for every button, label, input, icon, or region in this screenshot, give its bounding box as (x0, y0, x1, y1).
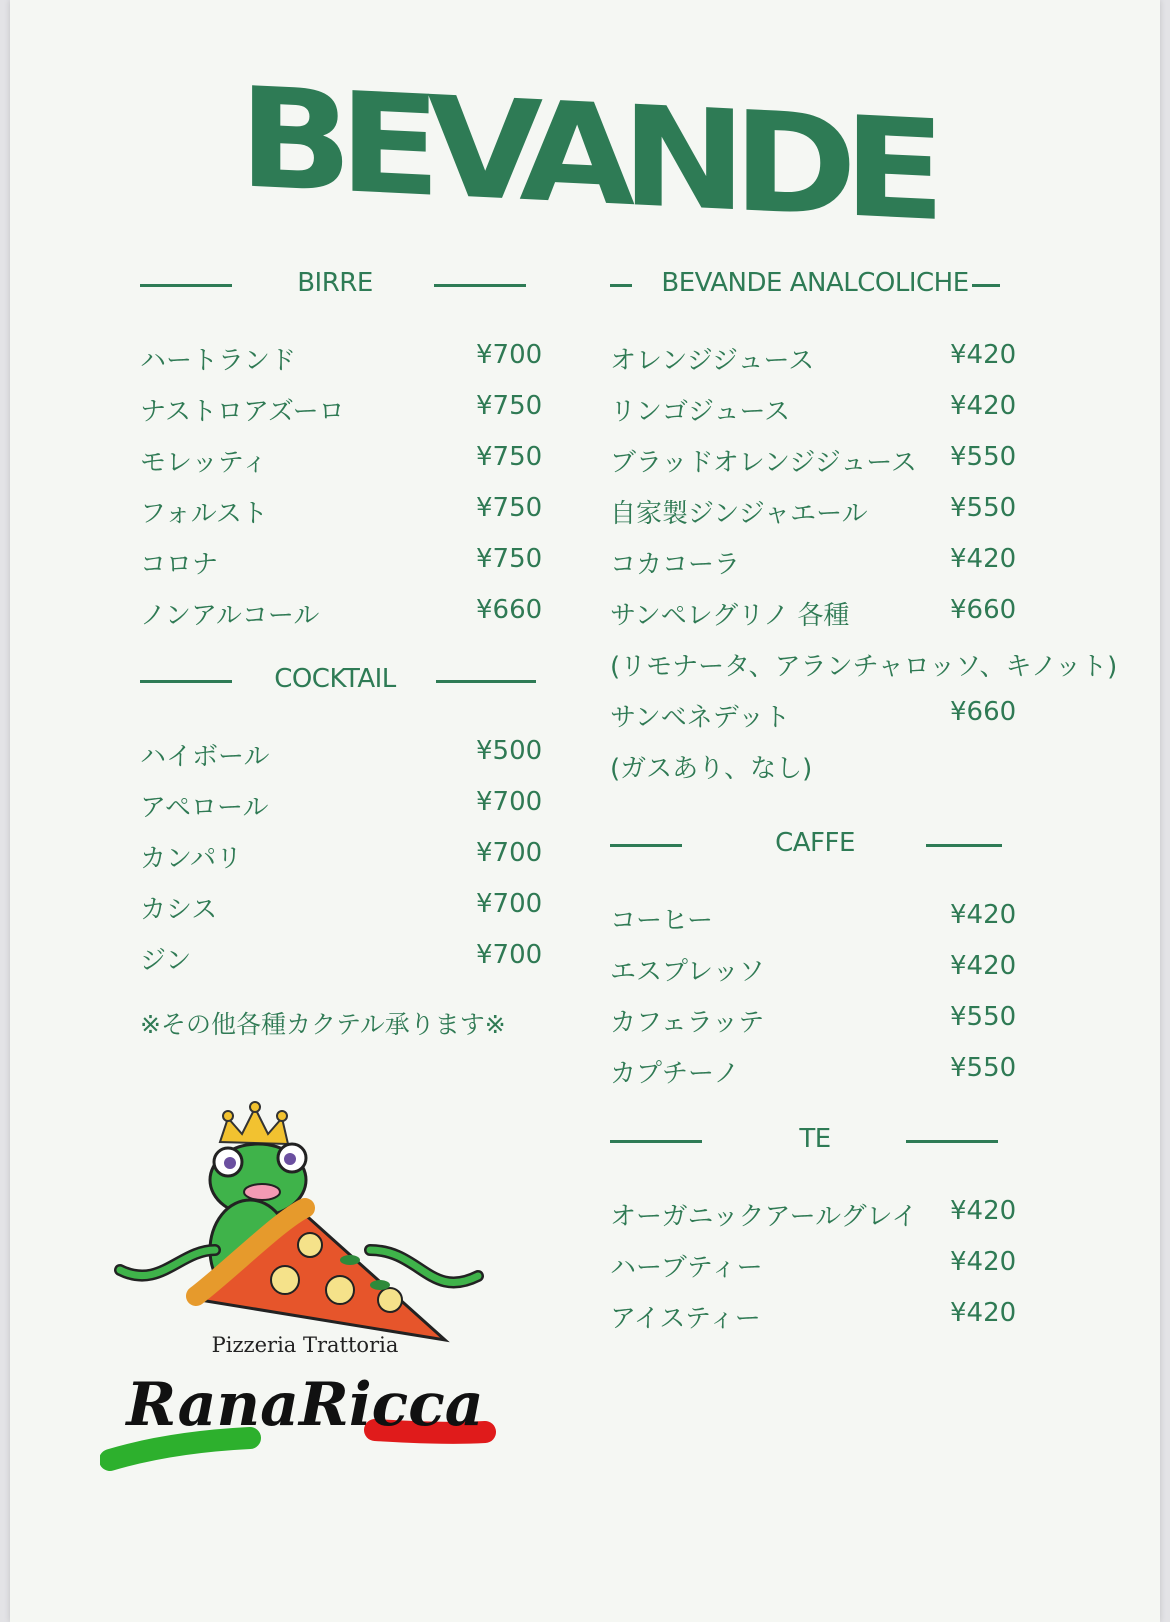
menu-item: リンゴジュース ¥420 (610, 391, 1017, 427)
menu-item: ジン ¥700 (140, 940, 543, 976)
menu-item: コロナ ¥750 (140, 544, 543, 580)
menu-item-note: (リモナータ、アランチャロッソ、キノット) (610, 652, 1118, 682)
te-heading: TE (610, 1118, 1040, 1162)
menu-item: コーヒー ¥420 (610, 900, 1017, 936)
page-title: BEVANDE (238, 58, 932, 252)
menu-item: カプチーノ ¥550 (610, 1053, 1017, 1089)
cocktail-note: ※その他各種カクテル承ります※ (140, 1010, 506, 1039)
menu-item: ノンアルコール ¥660 (140, 595, 543, 631)
menu-item: アペロール ¥700 (140, 787, 543, 823)
menu-item: カンパリ ¥700 (140, 838, 543, 874)
menu-item: オーガニックアールグレイ ¥420 (610, 1196, 1017, 1232)
cocktail-section (140, 658, 550, 1041)
menu-item: ブラッドオレンジジュース ¥550 (610, 442, 1017, 478)
logo-subtitle: Pizzeria Trattoria (211, 1333, 399, 1357)
analcoliche-section (610, 262, 1118, 791)
caffe-heading: CAFFE (610, 822, 1040, 866)
menu-item: カシス ¥700 (140, 889, 543, 925)
menu-item: 自家製ジンジャエール ¥550 (610, 493, 1017, 529)
menu-item: アイスティー ¥420 (610, 1298, 1017, 1334)
menu-item: ハーブティー ¥420 (610, 1247, 1017, 1283)
menu-item: カフェラッテ ¥550 (610, 1002, 1017, 1038)
restaurant-logo (100, 1100, 520, 1540)
te-section (610, 1118, 1040, 1341)
frog-king-pizza-icon (100, 1100, 520, 1540)
menu-page (10, 0, 1160, 1622)
menu-item: ナストロアズーロ ¥750 (140, 391, 543, 427)
analcoliche-heading: BEVANDE ANALCOLICHE (610, 262, 1040, 306)
logo-name: RanaRicca (126, 1370, 484, 1440)
menu-item: エスプレッソ ¥420 (610, 951, 1017, 987)
menu-item: オレンジジュース ¥420 (610, 340, 1017, 376)
birre-heading: BIRRE (140, 262, 550, 306)
menu-item: コカコーラ ¥420 (610, 544, 1017, 580)
menu-item-note: (ガスあり、なし) (610, 754, 813, 784)
menu-item: ハイボール ¥500 (140, 736, 543, 772)
caffe-section (610, 822, 1040, 1096)
menu-item: フォルスト ¥750 (140, 493, 543, 529)
menu-item: モレッティ ¥750 (140, 442, 543, 478)
cocktail-heading: COCKTAIL (140, 658, 550, 702)
birre-section (140, 262, 550, 638)
menu-item: サンベネデット ¥660 (610, 697, 1017, 733)
menu-item: サンペレグリノ 各種 ¥660 (610, 595, 1017, 631)
menu-item: ハートランド ¥700 (140, 340, 543, 376)
